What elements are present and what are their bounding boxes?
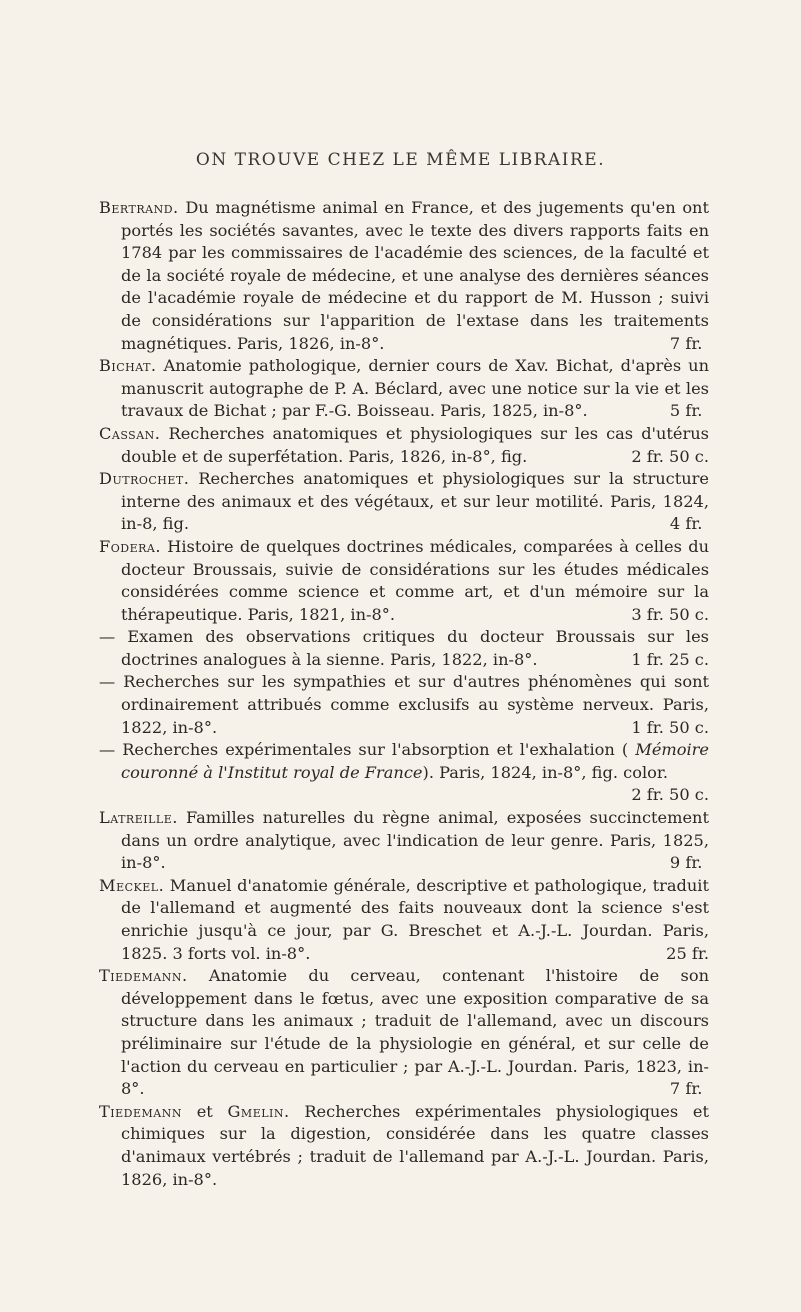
entry-author: Bichat. <box>99 356 157 376</box>
catalog-entry <box>99 536 709 626</box>
entry-text: Du magnétisme animal en France, et des jugements qu'en ont portés les sociétés savantes, avec le texte des divers rapports faits en 1784 par les commissaires de l'académie des sciences, de la faculté et de la société royale de médecine, et une analyse des dernières séances de l'académie royale de médecine et du rapport de M. Husson ; suivi de considérations sur l'apparition de l'extase dans les traitements magnétiques. Paris, 1826, in-8°. <box>121 198 709 353</box>
entry-text: — Recherches expérimentales sur l'absorption et l'exhalation ( <box>99 740 636 760</box>
entry-author: Bertrand. <box>99 198 179 217</box>
entry-text: Recherches expérimentales physiologiques et chimiques sur la digestion, considérée dans les quatre classes d'animaux vertébrés ; traduit de l'allemand par A.-J.-L. Jourdan. Paris, 1826, in-8°. <box>121 1101 709 1189</box>
entry-italic-title: Mémoire couronné à l'Institut royal de France <box>121 740 709 782</box>
catalog-entry <box>99 739 709 807</box>
entry-author: Tiedemann. <box>99 966 188 986</box>
entry-price: 9 fr. <box>669 853 703 873</box>
entry-price: 1 fr. 25 c. <box>631 649 709 669</box>
catalog-entry <box>99 197 709 355</box>
entry-text: Recherches anatomiques et physiologiques sur les cas d'utérus double et de superfétation. Paris, 1826, in-8°, fig. <box>121 423 709 466</box>
catalog-entry <box>99 423 709 468</box>
entry-author: Latreille. <box>99 808 178 828</box>
catalog-entry <box>99 1101 709 1191</box>
catalog-entry <box>99 355 709 423</box>
entry-price: 25 fr. <box>666 943 709 963</box>
entry-price: 4 fr. <box>669 514 703 534</box>
entry-text: Familles naturelles du règne animal, exposées succinctement dans un ordre analytique, avec l'indication de leur genre. Paris, 1825, in-8°. <box>121 808 709 873</box>
catalog-entry <box>99 807 709 875</box>
entry-text: — Examen des observations critiques du docteur Broussais sur les doctrines analogues à la sienne. Paris, 1822, in-8°. <box>99 627 709 669</box>
entry-price: 3 fr. 50 c. <box>631 604 709 624</box>
catalog-entry <box>99 468 709 536</box>
entry-text: — Recherches sur les sympathies et sur d'autres phénomènes qui sont ordinairement attribués comme exclusifs au système nerveux. Paris, 1822, in-8°. <box>99 672 709 737</box>
entry-text: Anatomie pathologique, dernier cours de Xav. Bichat, d'après un manuscrit autographe de P. A. Béclard, avec une notice sur la vie et les travaux de Bichat ; par F.-G. Boisseau. Paris, 1825, in-8°. <box>121 356 709 421</box>
entry-author: Tiedemann <box>99 1101 182 1121</box>
entry-price: 1 fr. 50 c. <box>631 717 709 737</box>
entry-price: 2 fr. 50 c. <box>631 446 709 466</box>
entry-price: 7 fr. <box>669 333 703 353</box>
entry-author: Fodera. <box>99 536 161 556</box>
entry-text: Recherches anatomiques et physiologiques sur la structure interne des animaux et des végétaux, et sur leur motilité. Paris, 1824, in-8, fig. <box>121 469 709 534</box>
catalog-entry <box>99 626 709 671</box>
entry-author: Cassan. <box>99 423 161 443</box>
entry-text: Anatomie du cerveau, contenant l'histoire de son développement dans le fœtus, avec une exposition comparative de sa structure dans les animaux ; traduit de l'allemand, avec un discours préliminaire sur l'étude de la physiologie en général, et sur celle de l'action du cerveau en particulier ; par A.-J.-L. Jourdan. Paris, 1823, in-8°. <box>121 966 709 1099</box>
entry-text: ). Paris, 1824, in-8°, fig. color. <box>422 762 668 782</box>
catalog-entry <box>99 875 709 965</box>
catalog-entry <box>99 965 709 1101</box>
entry-author-conjunction: et <box>181 1101 228 1121</box>
entry-price: 7 fr. <box>669 1079 703 1099</box>
catalog-entry <box>99 671 709 739</box>
page-title: ON TROUVE CHEZ LE MÊME LIBRAIRE. <box>195 150 606 170</box>
entry-author: Dutrochet. <box>99 469 190 489</box>
entry-text: Manuel d'anatomie générale, descriptive et pathologique, traduit de l'allemand et augmenté des faits nouveaux dont la science s'est enrichie jusqu'à ce jour, par G. Breschet et A.-J.-L. Jourdan. Paris, 1825. 3 forts vol. in-8°. <box>121 875 709 963</box>
entry-price: 5 fr. <box>669 401 703 421</box>
catalog-list <box>99 197 709 1191</box>
entry-author: Gmelin. <box>227 1101 290 1121</box>
entry-price: 2 fr. 50 c. <box>631 785 709 805</box>
entry-author: Meckel. <box>99 875 165 895</box>
entry-text: Histoire de quelques doctrines médicales, comparées à celles du docteur Broussais, suivie de considérations sur les études médicales considérées comme science et comme art, et d'un mémoire sur la thérapeutique. Paris, 1821, in-8°. <box>121 536 709 624</box>
